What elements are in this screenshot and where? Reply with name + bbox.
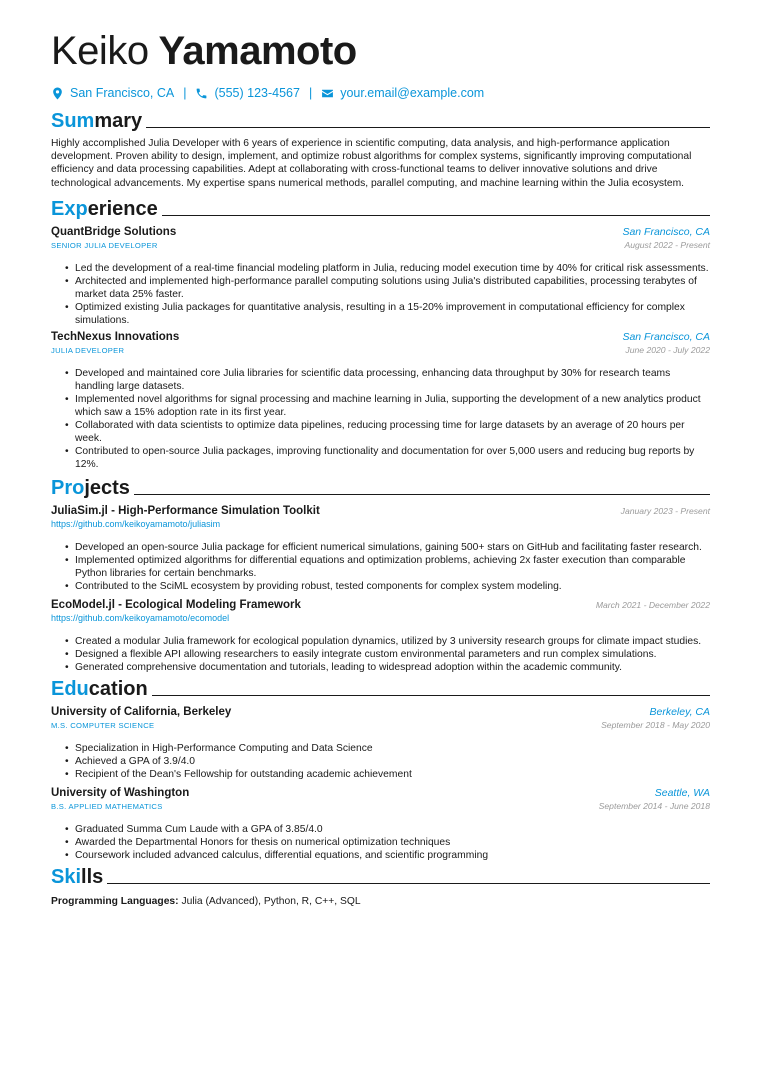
- section-divider: [162, 215, 710, 216]
- list-item: • Coursework included advanced calculus, differential equations, and scientific programming: [65, 849, 710, 862]
- list-item: • Graduated Summa Cum Laude with a GPA of 3.85/4.0: [65, 823, 710, 836]
- education-dates: September 2014 - June 2018: [598, 800, 710, 811]
- project-link[interactable]: https://github.com/keikoyamamoto/juliasim: [51, 518, 221, 529]
- list-item: • Contributed to open-source Julia packages, improving functionality and documentation for over 5,000 users and reducing bug reports by 12%.: [65, 445, 710, 471]
- list-item: • Implemented optimized algorithms for differential equations and optimization problems, achieving 2x faster execution than comparable Python libraries for certain benchmarks.: [65, 554, 710, 580]
- school-name: University of California, Berkeley: [51, 705, 232, 718]
- company-name: QuantBridge Solutions: [51, 225, 177, 238]
- list-item: • Generated comprehensive documentation and tutorials, leading to widespread adoption within the academic community.: [65, 661, 710, 674]
- summary-heading: [51, 108, 710, 132]
- experience-heading: [51, 196, 710, 220]
- list-item: • Created a modular Julia framework for ecological population dynamics, utilized by 3 university research groups for climate impact studies.: [65, 635, 710, 648]
- list-item: • Specialization in High-Performance Computing and Data Science: [65, 742, 710, 755]
- bullet-list: [51, 823, 710, 862]
- bullet-list: [51, 367, 710, 471]
- section-divider: [152, 695, 710, 696]
- degree: M.S. COMPUTER SCIENCE: [51, 720, 155, 730]
- contact-separator: |: [308, 86, 313, 100]
- list-item: • Architected and implemented high-performance parallel computing solutions using Julia's distributed capabilities, processing terabytes of market data 25% faster.: [65, 275, 710, 301]
- job-title: SENIOR JULIA DEVELOPER: [51, 240, 158, 250]
- education-entry: [51, 706, 710, 781]
- resume-page: [51, 28, 710, 907]
- section-title: Education: [51, 677, 148, 700]
- contact-separator: |: [183, 86, 187, 100]
- projects-heading: [51, 475, 710, 499]
- bullet-list: [51, 541, 710, 593]
- project-dates: January 2023 - Present: [620, 505, 710, 516]
- list-item: • Contributed to the SciML ecosystem by providing robust, tested components for complex system modeling.: [65, 580, 710, 593]
- first-name: Keiko: [51, 29, 149, 73]
- school-name: University of Washington: [51, 786, 190, 799]
- list-item: • Implemented novel algorithms for signal processing and machine learning in Julia, supporting the development of a new analytics product which saw a 15% adoption rate in its first year.: [65, 393, 710, 419]
- experience-entry: [51, 331, 710, 471]
- job-dates: June 2020 - July 2022: [625, 344, 710, 355]
- education-heading: [51, 676, 710, 700]
- skills-label: Programming Languages:: [51, 895, 179, 907]
- skills-heading: [51, 864, 710, 888]
- project-name: EcoModel.jl - Ecological Modeling Framework: [51, 598, 301, 611]
- job-title: JULIA DEVELOPER: [51, 345, 125, 355]
- location-item: [51, 86, 174, 100]
- candidate-name: [51, 28, 710, 74]
- experience-entry: [51, 226, 710, 327]
- list-item: • Achieved a GPA of 3.9/4.0: [65, 755, 710, 768]
- summary-text: Highly accomplished Julia Developer with 6 years of experience in scientific computing, data analysis, and high-performance application development. Proven ability to design, implement, and optimize robust algorithms for complex systems, significantly improving computational efficiency and data processing capabilities. Adept at collaborating with cross-functional teams to deliver innovative solutions and drive technological advancements. My expertise spans numerical methods, parallel computing, and machine learning within the Julia ecosystem.: [51, 138, 692, 189]
- list-item: • Awarded the Departmental Honors for thesis on numerical optimization techniques: [65, 836, 710, 849]
- skills-line: [51, 896, 710, 907]
- list-item: • Led the development of a real-time financial modeling platform in Julia, reducing model execution time by 40% for critical risk assessments.: [65, 262, 710, 275]
- project-entry: [51, 599, 710, 674]
- section-divider: [134, 494, 710, 495]
- envelope-icon: [321, 87, 334, 100]
- list-item: • Designed a flexible API allowing researchers to easily integrate custom environmental parameters and run complex simulations.: [65, 648, 710, 661]
- degree: B.S. APPLIED MATHEMATICS: [51, 801, 163, 811]
- list-item: • Developed an open-source Julia package for efficient numerical simulations, gaining 500+ stars on GitHub and facilitating faster research.: [65, 541, 710, 554]
- section-title: Projects: [51, 476, 130, 499]
- email-item[interactable]: [321, 86, 484, 100]
- list-item: • Recipient of the Dean's Fellowship for outstanding academic achievement: [65, 768, 710, 781]
- bullet-list: [51, 742, 710, 781]
- job-dates: August 2022 - Present: [624, 239, 710, 250]
- list-item: • Optimized existing Julia packages for quantitative analysis, resulting in a 15-20% improvement in computational efficiency for complex simulations.: [65, 301, 710, 327]
- company-name: TechNexus Innovations: [51, 330, 180, 343]
- project-name: JuliaSim.jl - High-Performance Simulation Toolkit: [51, 504, 320, 517]
- job-location: San Francisco, CA: [622, 330, 710, 343]
- school-location: Seattle, WA: [654, 786, 710, 799]
- project-dates: March 2021 - December 2022: [595, 599, 710, 610]
- contact-line: [51, 84, 710, 102]
- list-item: • Collaborated with data scientists to optimize data pipelines, reducing processing time for large datasets by an average of 20 hours per week.: [65, 419, 710, 445]
- project-entry: [51, 505, 710, 593]
- section-title: Summary: [51, 110, 143, 132]
- phone-text: (555) 123-4567: [214, 86, 300, 100]
- map-pin-icon: [51, 87, 64, 100]
- phone-icon: [195, 87, 208, 100]
- list-item: • Developed and maintained core Julia libraries for scientific data processing, enhancing data throughput by 30% for research teams handling large datasets.: [65, 367, 710, 393]
- last-name: Yamamoto: [158, 29, 357, 73]
- bullet-list: [51, 635, 710, 674]
- education-dates: September 2018 - May 2020: [601, 719, 710, 730]
- education-entry: [51, 787, 710, 862]
- section-divider: [146, 127, 710, 128]
- skills-value: Julia (Advanced), Python, R, C++, SQL: [181, 895, 361, 907]
- bullet-list: [51, 262, 710, 327]
- school-location: Berkeley, CA: [649, 705, 710, 718]
- phone-item[interactable]: [195, 86, 299, 100]
- project-link[interactable]: https://github.com/keikoyamamoto/ecomodel: [51, 612, 230, 623]
- email-text: your.email@example.com: [340, 86, 485, 100]
- location-text: San Francisco, CA: [70, 86, 175, 100]
- section-title: Skills: [51, 865, 104, 888]
- section-divider: [107, 883, 710, 884]
- job-location: San Francisco, CA: [622, 225, 710, 238]
- section-title: Experience: [51, 197, 158, 220]
